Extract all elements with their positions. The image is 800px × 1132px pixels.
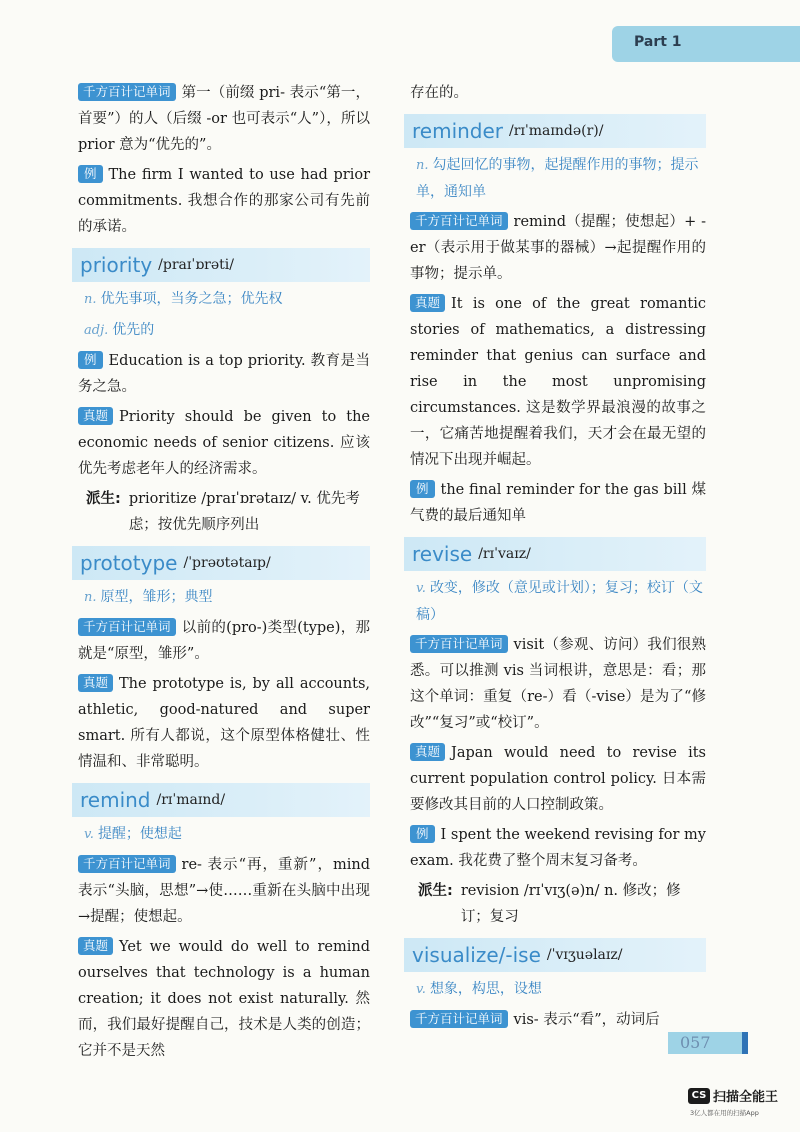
entry-header-revise: [404, 537, 706, 571]
example-tag: 例: [78, 165, 103, 183]
phonetic-remind: /rɪˈmaɪnd/: [156, 792, 226, 808]
definition-priority-1: [84, 286, 370, 313]
priority-exam-sentence: [78, 404, 370, 482]
reminder-memory: [410, 209, 706, 287]
memory-text: vis- 表示“看”，动词后: [513, 1012, 660, 1028]
memory-tag: 千方百计记单词: [78, 83, 176, 101]
memory-text: visit（参观、访问）我们很熟悉。可以推测 vis 当词根讲，意思是：看；那这个单词：重复（re-）看（-vise）是为了“修改”“复习”或“校订”。: [410, 637, 706, 731]
page-number-box: [668, 1032, 748, 1054]
phonetic-revise: /rɪˈvaɪz/: [478, 546, 531, 562]
pos-label: v.: [84, 827, 94, 842]
pos-label: n.: [84, 590, 97, 605]
memory-text: 以前的(pro-)类型(type)，那就是“原型，雏形”。: [78, 620, 370, 662]
prototype-memory: [78, 615, 370, 667]
part-label: Part 1: [634, 34, 682, 50]
example-tag: 例: [410, 825, 435, 843]
example-tag: 例: [78, 351, 103, 369]
pos-label: v.: [416, 581, 426, 596]
phonetic-prototype: /ˈprəʊtətaɪp/: [183, 555, 271, 571]
definition-text: 优先的: [112, 322, 155, 338]
headword-prototype: prototype: [80, 551, 178, 575]
headword-revise: revise: [412, 542, 473, 566]
phonetic-priority: /praɪˈɒrəti/: [158, 257, 234, 273]
prior-example-paragraph: [78, 162, 370, 240]
definition-text: 优先事项，当务之急；优先权: [100, 291, 283, 307]
visualize-memory: [410, 1007, 706, 1033]
prototype-exam-sentence: [78, 671, 370, 775]
cs-logo-icon: CS: [688, 1088, 710, 1104]
exam-tag: 真题: [78, 407, 113, 425]
entry-header-visualize: [404, 938, 706, 972]
entry-header-reminder: [404, 114, 706, 148]
definition-text: 原型，雏形；典型: [100, 589, 213, 605]
memory-tag: 千方百计记单词: [410, 212, 508, 230]
derivative-label: 派生:: [418, 883, 453, 899]
page-number: 057: [680, 1033, 711, 1052]
definition-text: 勾起回忆的事物，起提醒作用的事物；提示单，通知单: [416, 157, 699, 200]
example-text: I spent the weekend revising for my exam. 我花费了整个周末复习备考。: [410, 827, 706, 869]
reminder-example: [410, 477, 706, 529]
entry-header-priority: [72, 248, 370, 282]
memory-tag: 千方百计记单词: [410, 635, 508, 653]
revise-memory: [410, 632, 706, 736]
pos-label: n.: [416, 158, 429, 173]
definition-remind: [84, 821, 370, 848]
brand-tagline: 3亿人都在用的扫描App: [690, 1109, 759, 1117]
definition-reminder: [416, 152, 706, 205]
pos-label: adj.: [84, 323, 109, 338]
definition-revise: [416, 575, 706, 628]
revise-derivative: [418, 878, 706, 930]
revise-example: [410, 822, 706, 874]
definition-text: 改变，修改（意见或计划）；复习；校订（文稿）: [416, 580, 703, 623]
headword-reminder: reminder: [412, 119, 504, 143]
exam-text: Priority should be given to the economic needs of senior citizens. 应该优先考虑老年人的经济需求。: [78, 409, 370, 477]
prior-memory-text: 第一（前缀 pri- 表示“第一，首要”）的人（后缀 -or 也可表示“人”），所以 prior 意为“优先的”。: [78, 85, 370, 153]
memory-tag: 千方百计记单词: [78, 618, 176, 636]
phonetic-visualize: /ˈvɪʒuəlaɪz/: [546, 947, 623, 963]
headword-remind: remind: [80, 788, 151, 812]
priority-example: [78, 348, 370, 400]
exam-tag: 真题: [410, 743, 445, 761]
pos-label: v.: [416, 982, 426, 997]
example-text: the final reminder for the gas bill 煤气费的最后通知单: [410, 482, 706, 524]
entry-header-remind: [72, 783, 370, 817]
phonetic-reminder: /rɪˈmaɪndə(r)/: [509, 123, 604, 139]
exam-text: The prototype is, by all accounts, athletic, good-natured and super smart. 所有人都说，这个原型体格健壮、性情温和、非常聪明。: [78, 676, 370, 770]
definition-text: 想象，构思，设想: [429, 981, 542, 997]
memory-tag: 千方百计记单词: [78, 855, 176, 873]
definition-priority-2: [84, 317, 370, 344]
left-column: [78, 80, 370, 1068]
derivative-label: 派生:: [86, 491, 121, 507]
memory-text: remind（提醒；使想起）+ -er（表示用于做某事的器械）→起提醒作用的事物；提示单。: [410, 214, 706, 282]
headword-visualize: visualize/-ise: [412, 943, 541, 967]
exam-text: It is one of the great romantic stories of mathematics, a distressing reminder that genius can surface and rise in the most unpromising circumstances. 这是数学界最浪漫的故事之一，它痛苦地提醒着我们，天才会在最无望的情况下出现并崛起。: [410, 296, 706, 468]
part-tab: [612, 26, 800, 62]
remind-exam-sentence: [78, 934, 370, 1064]
exam-text: Yet we would do well to remind ourselves that technology is a human creation; it does not exist naturally. 然而，我们最好提醒自己，技术是人类的创造；它并不是天然: [78, 939, 370, 1059]
memory-tag: 千方百计记单词: [410, 1010, 508, 1028]
definition-text: 提醒；使想起: [97, 826, 182, 842]
prior-example-text: The firm I wanted to use had prior commitments. 我想合作的那家公司有先前的承诺。: [78, 167, 370, 235]
exam-tag: 真题: [410, 294, 445, 312]
scanner-watermark: [688, 1086, 778, 1105]
memory-text: re- 表示“再，重新”，mind 表示“头脑，思想”→使……重新在头脑中出现→提醒；使想起。: [78, 857, 370, 925]
revise-exam-sentence: [410, 740, 706, 818]
headword-priority: priority: [80, 253, 153, 277]
prior-memory-paragraph: [78, 80, 370, 158]
priority-derivative: [86, 486, 370, 538]
remind-memory: [78, 852, 370, 930]
exam-text: Japan would need to revise its current population control policy. 日本需要修改其目前的人口控制政策。: [410, 745, 706, 813]
example-text: Education is a top priority. 教育是当务之急。: [78, 353, 370, 395]
pos-label: n.: [84, 292, 97, 307]
reminder-exam-sentence: [410, 291, 706, 473]
exam-tag: 真题: [78, 937, 113, 955]
derivative-text: prioritize /praɪˈɒrətaɪz/ v. 优先考虑；按优先顺序列出: [128, 491, 360, 533]
brand-name: 扫描全能王: [713, 1090, 779, 1105]
continued-text: 存在的。: [410, 85, 468, 101]
derivative-text: revision /rɪˈvɪʒ(ə)n/ n. 修改；修订；复习: [460, 883, 681, 925]
definition-prototype: [84, 584, 370, 611]
right-column: [410, 80, 706, 1037]
example-tag: 例: [410, 480, 435, 498]
exam-tag: 真题: [78, 674, 113, 692]
entry-header-prototype: [72, 546, 370, 580]
definition-visualize: [416, 976, 706, 1003]
